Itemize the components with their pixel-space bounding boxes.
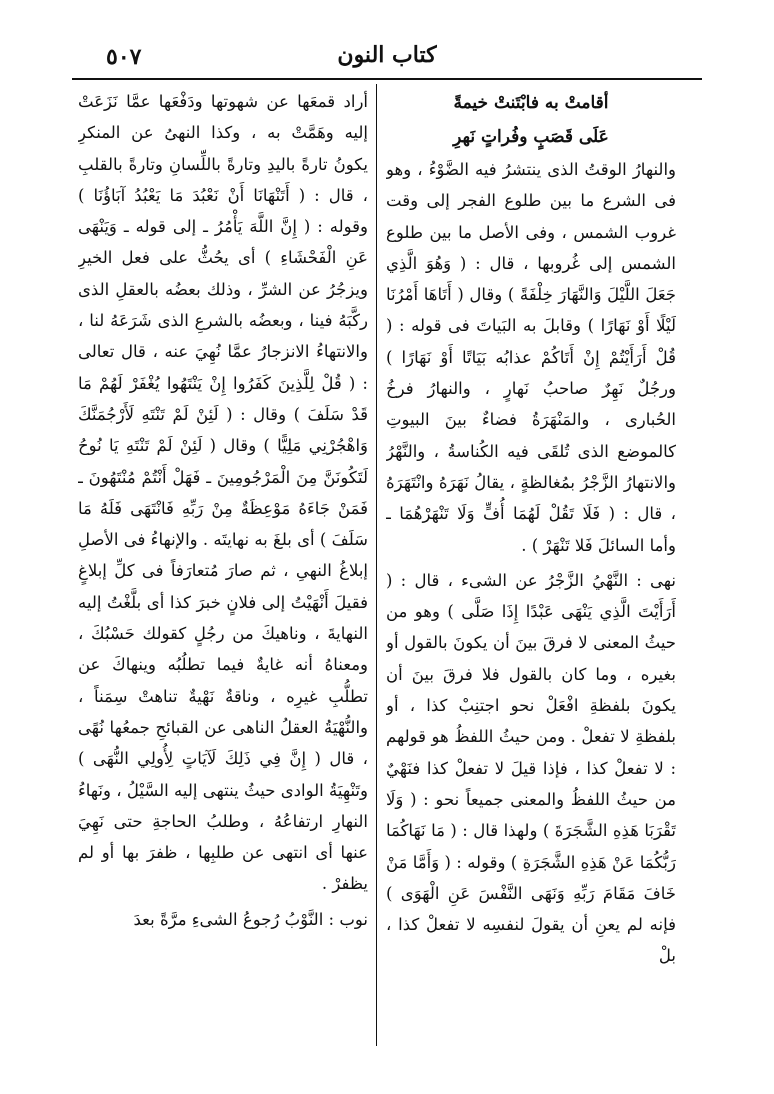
entry-paragraph: نهى : النَّهْيُ الزَّجْرُ عن الشىء ، قال : ( أَرَأَيْتَ الَّذِي يَنْهَى عَبْدًا إِذَا صَلَّى ) وهو من حيثُ المعنى لا فرقَ بينَ أن يكونَ بالقول أو بغيره ، وما كان بالقول فلا فرقَ بينَ أن يكونَ بلفظةِ افْعَلْ نحو اجتنِبْ كذا ، أو بلفظةِ لا تفعلْ . ومن حيثُ اللفظُ هو قولهم : لا تفعلْ كذا ، فإذا قيلَ لا تفعلْ كذا فنَهْيٌ من حيثُ اللفظُ والمعنى جميعاً نحو : ( وَلَا تَقْرَبَا هَذِهِ الشَّجَرَةَ ) ولهذا قال : ( مَا نَهَاكُمَا رَبُّكُمَا عَنْ هَذِهِ الشَّجَرَةِ ) وقوله : ( وَأَمَّا مَنْ خَافَ مَقَامَ رَبِّهِ وَنَهَى النَّفْسَ عَنِ الْهَوَى ) فإنه لم يعنِ أن يقولَ لنفسِه لا تفعلْ كذا ، بلْ bbox=[386, 570, 676, 966]
column-divider bbox=[376, 84, 377, 1046]
running-title: كتاب النون bbox=[337, 42, 437, 68]
right-column bbox=[386, 86, 676, 1046]
entry-paragraph: نوب : النَّوْبُ رُجوعُ الشىءِ مرَّةً بعدَ bbox=[133, 909, 368, 929]
left-column bbox=[78, 86, 368, 1046]
page-header bbox=[72, 38, 702, 78]
header-rule bbox=[72, 78, 702, 80]
page-number: ٥٠٧ bbox=[106, 44, 142, 70]
verse-line: أقامتْ به فابْتَنتْ خيمةً bbox=[453, 93, 609, 113]
entry-paragraph: أراد قمعَها عن شهوتها ودَفْعَها عمَّا نَزَعَتْ إليه وهَمَّتْ به ، وكذا النهىُ عن المنكرِ يكونُ تارةً باليدِ وتارةً باللِّسانِ وتارةً بالقلبِ ، قال : ( أَتَنْهَانَا أَنْ نَعْبُدَ مَا يَعْبُدُ آبَاؤُنَا ) وقوله : ( إِنَّ اللَّهَ يَأْمُرُ ـ إلى قوله ـ وَيَنْهَى عَنِ الْفَحْشَاءِ ) أى يحُثُّ على فعل الخيرِ ويزجُرُ عن الشرِّ ، وذلك بعضُه بالعقلِ الذى ركَّبَهُ فينا ، وبعضُه بالشرعِ الذى شَرَعَهُ لنا ، والانتهاءُ الانزجارُ عمَّا نُهِيَ عنه ، قال تعالى : ( قُلْ لِلَّذِينَ كَفَرُوا إِنْ يَنْتَهُوا يُغْفَرْ لَهُمْ مَا قَدْ سَلَفَ ) وقال : ( لَئِنْ لَمْ تَنْتَهِ لَأَرْجُمَنَّكَ وَاهْجُرْنِي مَلِيًّا ) وقال ( لَئِنْ لَمْ تَنْتَهِ يَا نُوحُ لَتَكُونَنَّ مِنَ الْمَرْجُومِينَ ـ فَهَلْ أَنْتُمْ مُنْتَهُونَ ـ فَمَنْ جَاءَهُ مَوْعِظَةٌ مِنْ رَبِّهِ فَانْتَهَى فَلَهُ مَا سَلَفَ ) أى بلغَ به نهايتَه . والإنهاءُ فى الأصلِ إبلاغُ النهىِ ، ثم صارَ مُتعارَفاً فى كلِّ إبلاغٍ فقيلَ أَنْهَيْتُ إلى فلانٍ خبرَ كذا أى بلَّغْتُ إليه النهايةَ ، وناهيكَ من رجُلٍ كقولك حَسْبُكَ ، ومعناهُ أنه غايةٌ فيما تطلُبُه وينهاكَ عن تطلُّبِ غيرِه ، وناقةٌ نَهْيةٌ تناهتْ سِمَناً ، والنُّهْيَةُ العقلُ الناهى عن القبائحِ جمعُها نُهًى ، قال ( إِنَّ فِي ذَلِكَ لَآيَاتٍ لِأُولِي النُّهَى ) وتَنْهِيَةُ الوادى حيثُ ينتهى إليه السَّيْلُ ، ونَهاءُ النهارِ ارتفاعُهُ ، وطلبُ الحاجةِ حتى نَهِيَ عنها أى انتهى عن طلبِها ، ظفرَ بها أو لم يظفرْ . bbox=[78, 92, 368, 894]
entry-paragraph: والنهارُ الوقتُ الذى ينتشرُ فيه الضَّوْءُ ، وهو فى الشرع ما بين طلوع الفجر إلى وقت غروب الشمس ، وفى الأصل ما بين طلوع الشمس إلى غُروبها ، قال : ( وَهُوَ الَّذِي جَعَلَ اللَّيْلَ وَالنَّهَارَ خِلْفَةً ) وقال ( أَتَاهَا أَمْرُنَا لَيْلًا أَوْ نَهَارًا ) وقابلَ به البَياتَ فى قوله : ( قُلْ أَرَأَيْتُمْ إِنْ أَتَاكُمْ عذابُه بَيَاتًا أَوْ نَهَارًا ) ورجُلٌ نَهِرٌ صاحبُ نَهارٍ ، والنهارُ فرخُ الحُبارى ، والمَنْهَرَةُ فضاءٌ بينَ البيوتِ كالموضع الذى تُلقَى فيه الكُناسةُ ، والنَّهْرُ والانتهارُ الزَّجْرُ بمُغالظةٍ ، يقالُ نَهَرَهُ وانْتَهَرَهُ ، قال : ( فَلَا تَقُلْ لَهُمَا أُفٍّ وَلَا تَنْهَرْهُمَا ـ وأما السائلَ فَلا تَنْهَرْ ) . bbox=[386, 160, 676, 555]
verse-line: عَلَى قَصَبٍ وفُراتٍ نَهرِ bbox=[453, 127, 609, 147]
